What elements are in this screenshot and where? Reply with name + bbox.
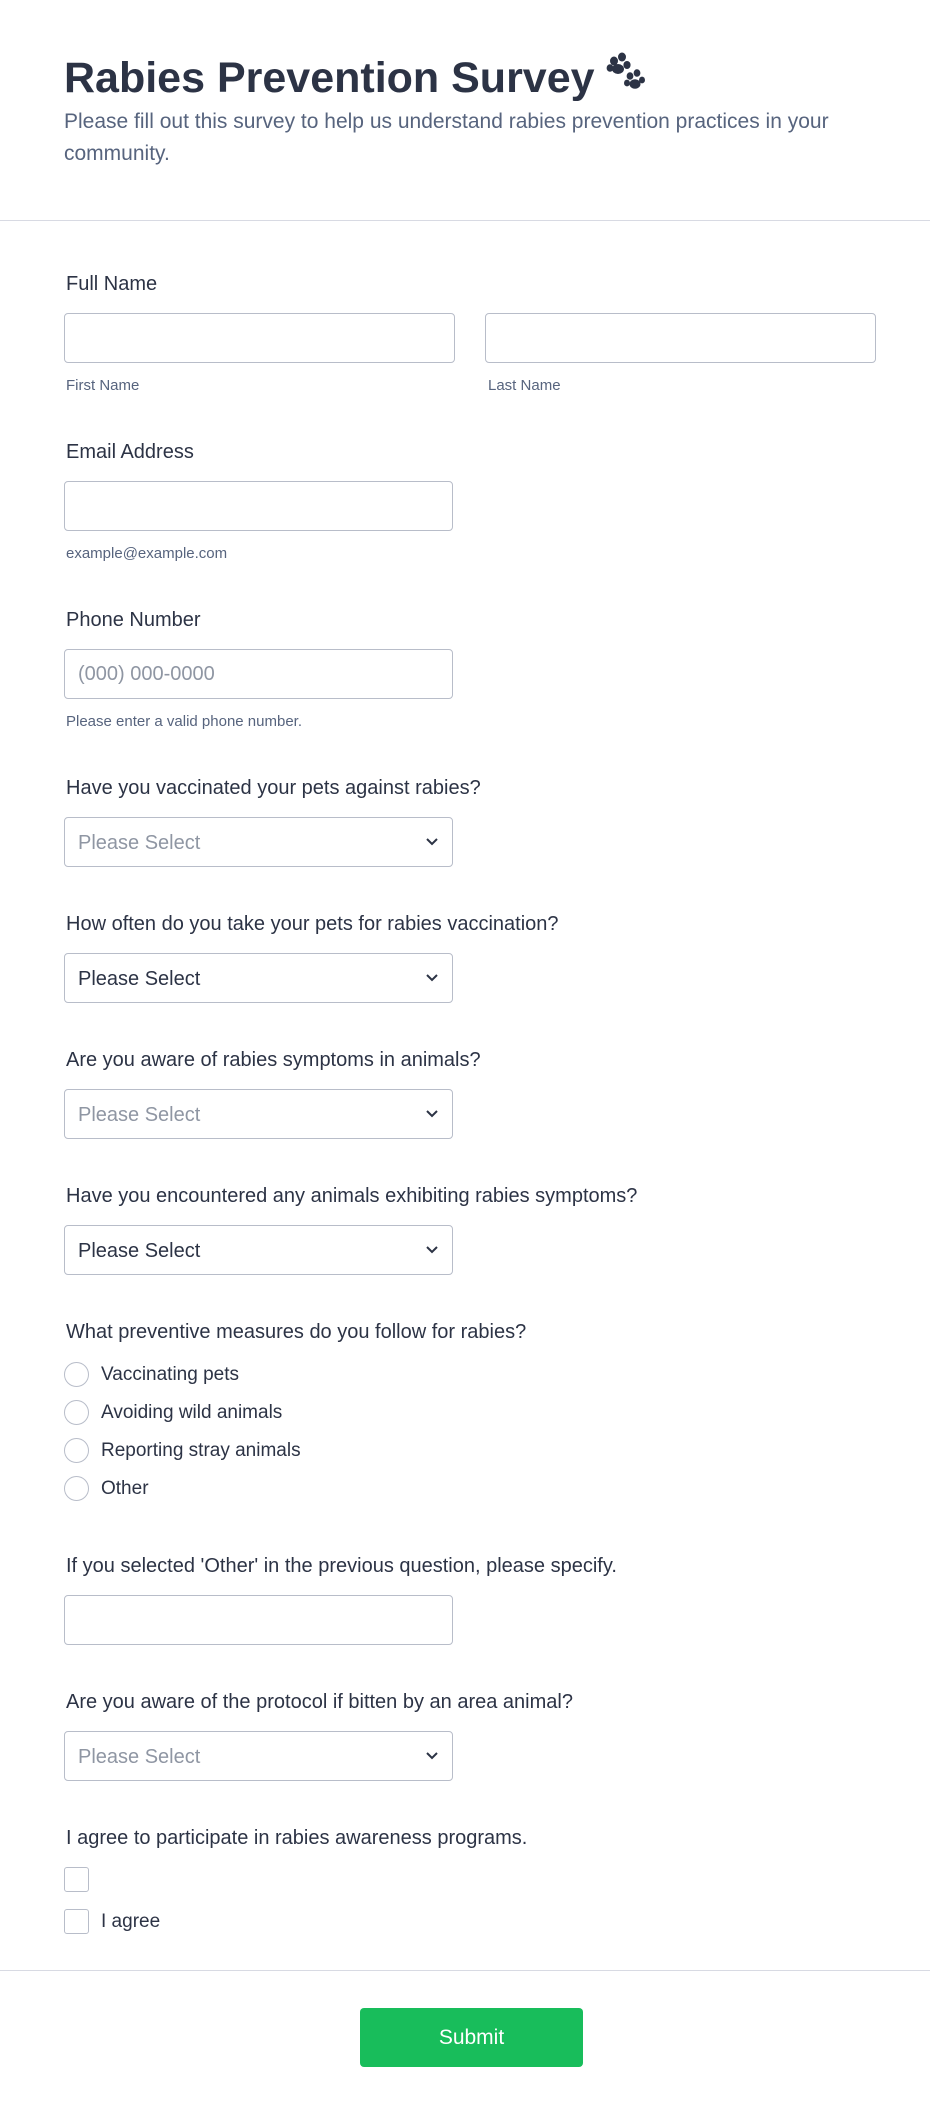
other-specify-input[interactable]: [64, 1595, 453, 1645]
symptoms-aware-select-value: Please Select: [78, 1104, 201, 1126]
agree-checkbox[interactable]: [64, 1909, 89, 1934]
phone-input[interactable]: [64, 649, 453, 699]
agree-question-label: I agree to participate in rabies awareness programs.: [66, 1827, 528, 1849]
phone-sublabel: Please enter a valid phone number.: [66, 713, 302, 730]
full-name-label: Full Name: [66, 273, 158, 295]
radio-button[interactable]: [64, 1438, 89, 1463]
first-name-input[interactable]: [64, 313, 455, 363]
radio-option-label: Other: [101, 1478, 149, 1499]
frequency-select[interactable]: [64, 953, 453, 1003]
last-name-sublabel: Last Name: [488, 377, 561, 394]
vaccinated-select[interactable]: [64, 817, 453, 867]
agree-option-label: I agree: [101, 1911, 161, 1932]
encountered-question-label: Have you encountered any animals exhibiting rabies symptoms?: [66, 1185, 638, 1207]
chevron-down-icon: [425, 1245, 439, 1255]
radio-option-label: Reporting stray animals: [101, 1440, 301, 1461]
protocol-select[interactable]: [64, 1731, 453, 1781]
radio-button[interactable]: [64, 1362, 89, 1387]
email-label: Email Address: [66, 441, 194, 463]
vaccinated-question-label: Have you vaccinated your pets against rabies?: [66, 777, 481, 799]
page-subtitle: Please fill out this survey to help us understand rabies prevention practices in your community.: [64, 110, 829, 165]
footer-divider: [0, 1970, 930, 1971]
agree-checkbox-blank[interactable]: [64, 1867, 89, 1892]
chevron-down-icon: [425, 1109, 439, 1119]
email-sublabel: example@example.com: [66, 545, 228, 562]
form-header: [0, 0, 930, 221]
protocol-question-label: Are you aware of the protocol if bitten by an area animal?: [66, 1691, 573, 1713]
encountered-select-value: Please Select: [78, 1240, 201, 1262]
page-title: [64, 52, 645, 104]
symptoms-aware-select[interactable]: [64, 1089, 453, 1139]
frequency-question-label: How often do you take your pets for rabies vaccination?: [66, 913, 559, 935]
symptoms-aware-question-label: Are you aware of rabies symptoms in animals?: [66, 1049, 481, 1071]
radio-option-label: Vaccinating pets: [101, 1364, 240, 1385]
email-input[interactable]: [64, 481, 453, 531]
chevron-down-icon: [425, 837, 439, 847]
encountered-select[interactable]: [64, 1225, 453, 1275]
measures-question-label: What preventive measures do you follow for rabies?: [66, 1321, 527, 1343]
radio-button[interactable]: [64, 1400, 89, 1425]
frequency-select-value: Please Select: [78, 968, 201, 990]
chevron-down-icon: [425, 973, 439, 983]
protocol-select-value: Please Select: [78, 1746, 201, 1768]
paw-icon: [605, 51, 645, 103]
vaccinated-select-value: Please Select: [78, 832, 201, 854]
other-specify-label: If you selected 'Other' in the previous question, please specify.: [66, 1555, 617, 1577]
radio-option-label: Avoiding wild animals: [101, 1402, 283, 1423]
first-name-sublabel: First Name: [66, 377, 140, 394]
phone-label: Phone Number: [66, 609, 201, 631]
submit-button[interactable]: Submit: [360, 2008, 583, 2067]
last-name-input[interactable]: [485, 313, 876, 363]
chevron-down-icon: [425, 1751, 439, 1761]
page-title-text: Rabies Prevention Survey: [64, 54, 595, 102]
radio-button[interactable]: [64, 1476, 89, 1501]
